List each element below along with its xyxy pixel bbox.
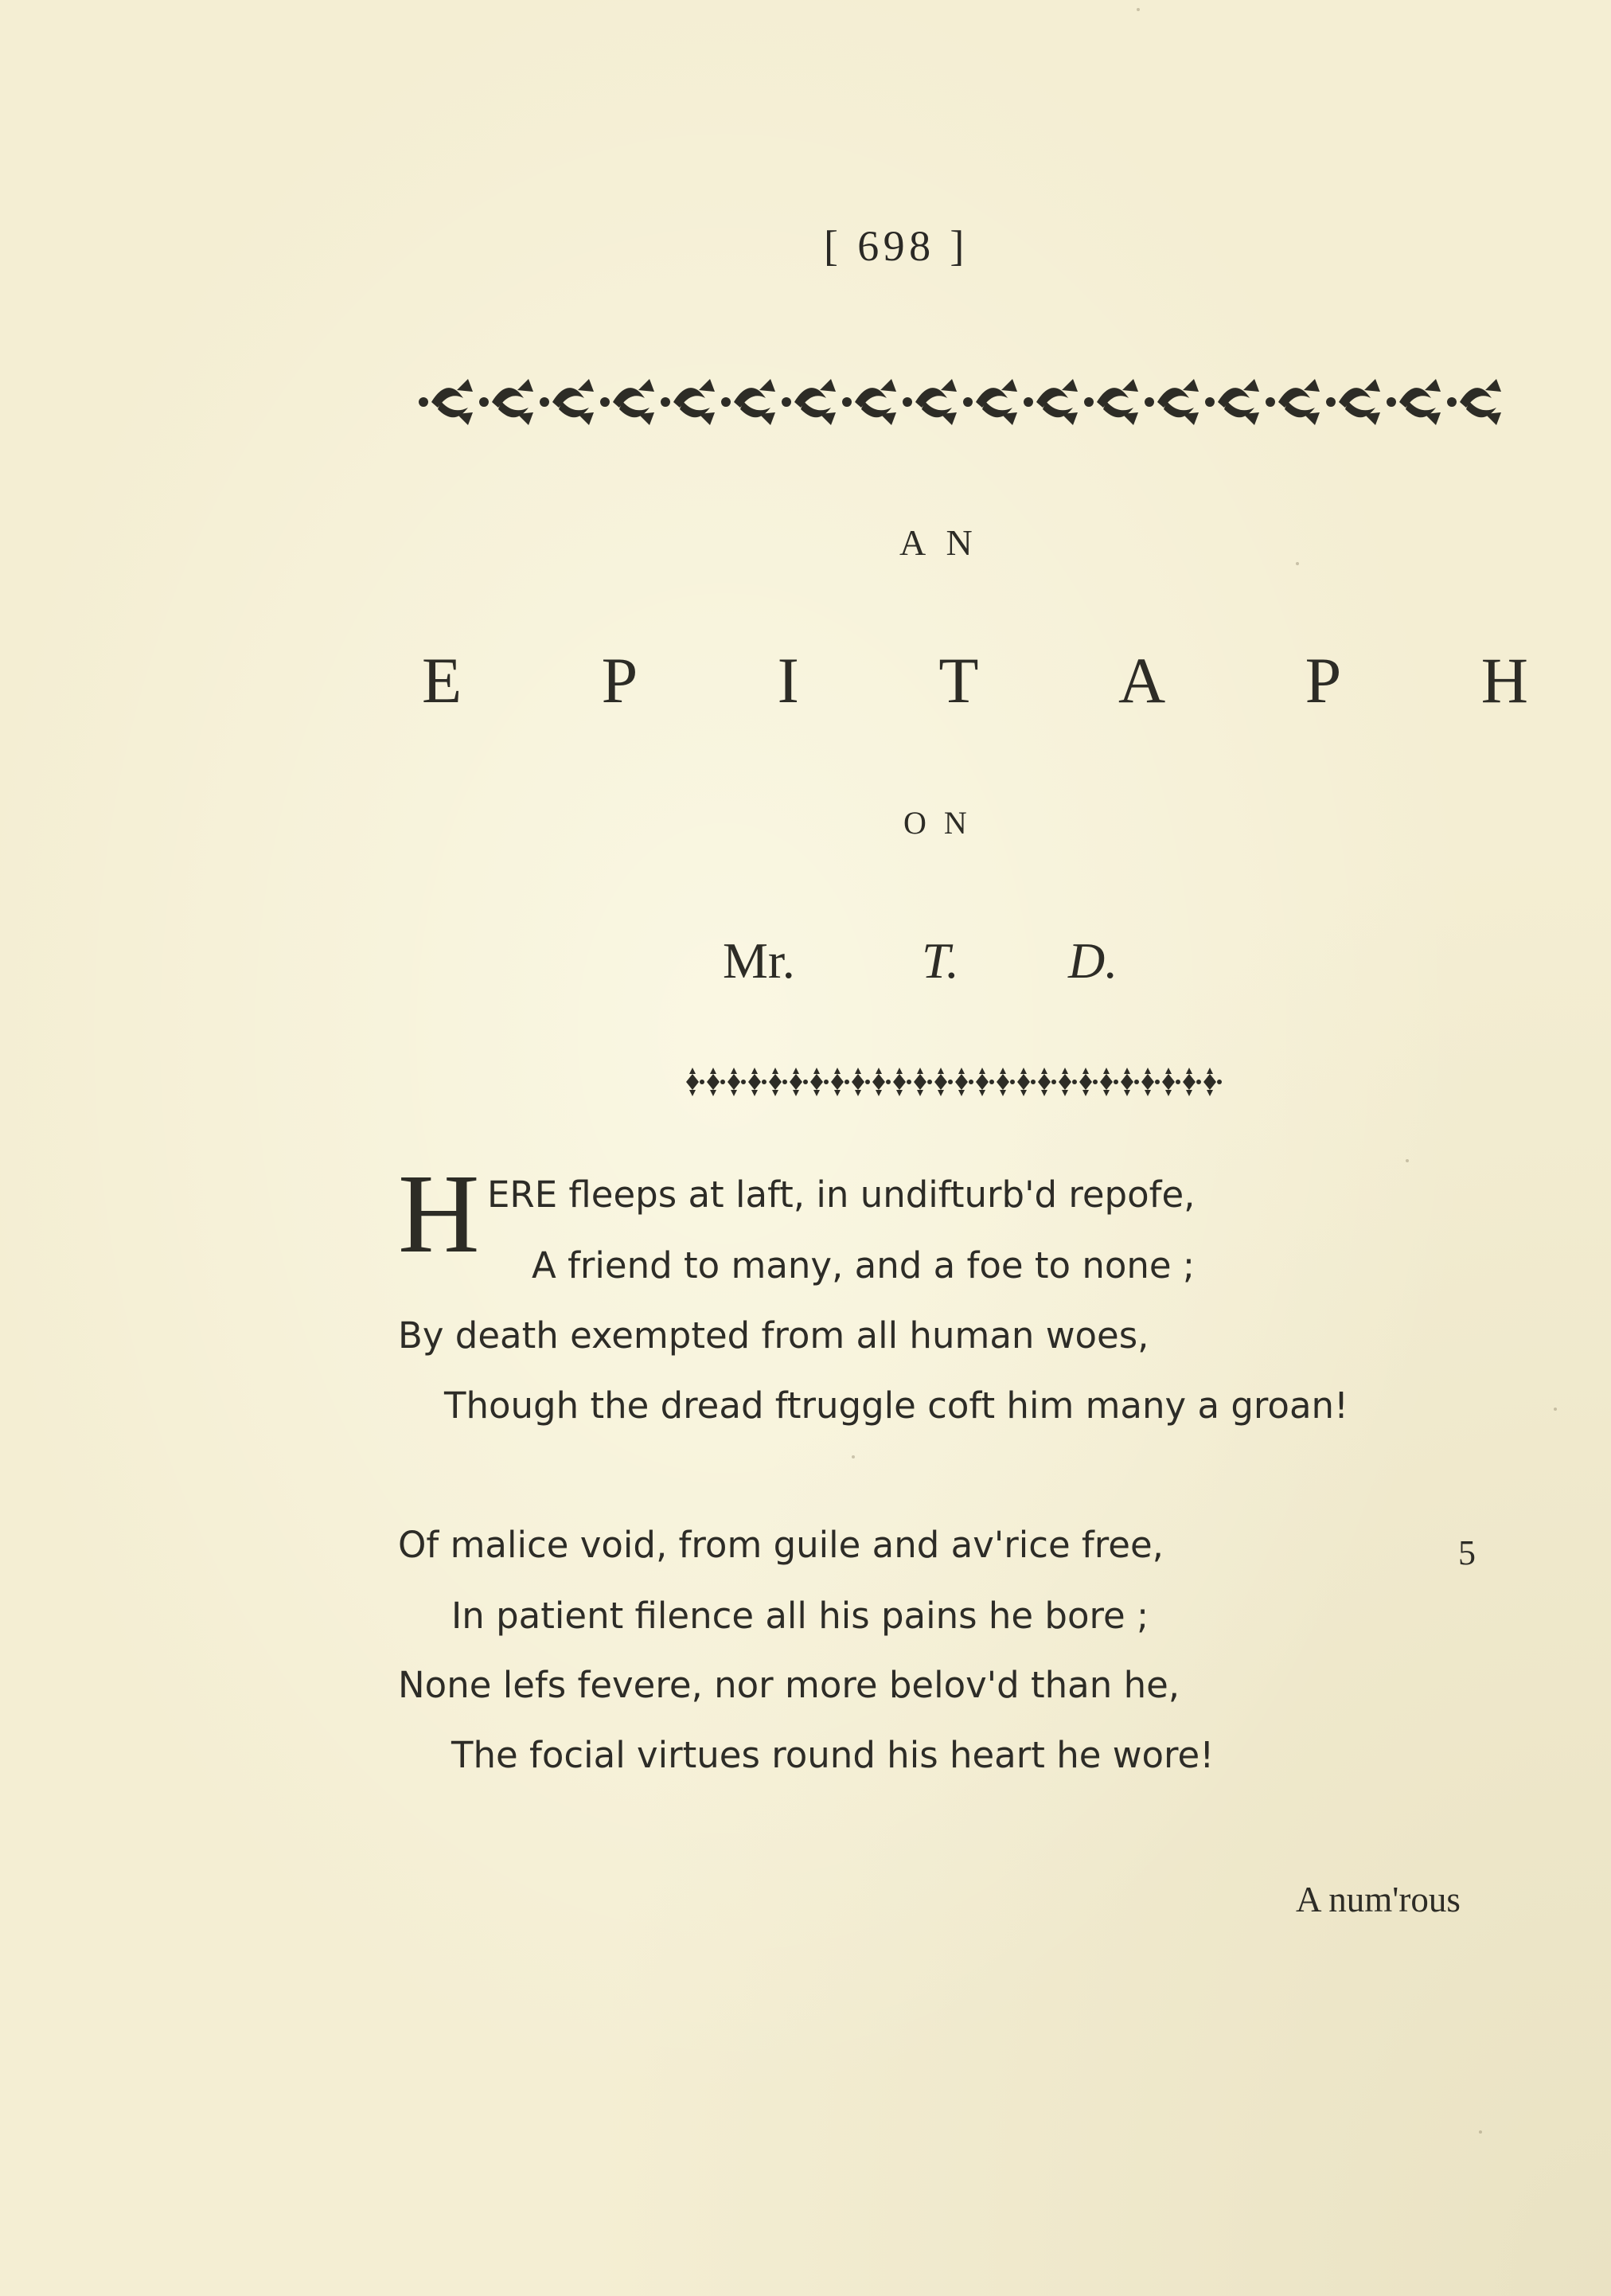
poem-line-1: ERE fleeps at laft, in undifturb'd repofe, (487, 1173, 1196, 1216)
title-letter: A (1118, 644, 1166, 717)
poem-line-2: A friend to many, and a foe to none ; (532, 1244, 1196, 1287)
catchword: A num'rous (1296, 1880, 1461, 1919)
floral-headpiece-icon (414, 374, 1512, 430)
paper-speck (1479, 2130, 1482, 2134)
paper-speck (1554, 1408, 1557, 1411)
poem-line-8: The focial virtues round his heart he wore! (451, 1734, 1215, 1776)
title-letter: P (1305, 644, 1342, 717)
poem-line-3: By death exempted from all human woes, (398, 1314, 1149, 1357)
poem-line-5: Of malice void, from guile and av'rice free, (398, 1524, 1164, 1566)
paper-speck (1406, 1159, 1409, 1162)
page-number: [ 698 ] (824, 222, 969, 270)
paper-speck (1137, 8, 1140, 11)
subject-initial-t: T. (922, 932, 959, 989)
heading-preposition: ON (903, 805, 985, 841)
title-letter: I (777, 644, 799, 717)
poem-line-7: None lefs fevere, nor more belov'd than he, (398, 1664, 1180, 1706)
poem-line-6: In patient filence all his pains he bore ; (451, 1595, 1149, 1637)
epitaph-subject (723, 931, 1118, 990)
line-number: 5 (1458, 1533, 1476, 1572)
title-letter: P (601, 644, 638, 717)
poem-line-4: Though the dread ftruggle coft him many a groan! (444, 1384, 1349, 1427)
paper-speck (852, 1455, 855, 1458)
paper-speck (1296, 562, 1299, 565)
title-letter: H (1480, 644, 1528, 717)
epitaph-title (422, 643, 1528, 718)
ornamental-rule-icon (683, 1063, 1226, 1101)
title-letter: T (938, 644, 979, 717)
subject-initial-d: D. (1068, 932, 1118, 989)
subject-prefix: Mr. (723, 932, 795, 989)
drop-cap: H (398, 1150, 480, 1276)
title-letter: E (422, 644, 462, 717)
heading-article: AN (899, 522, 993, 563)
